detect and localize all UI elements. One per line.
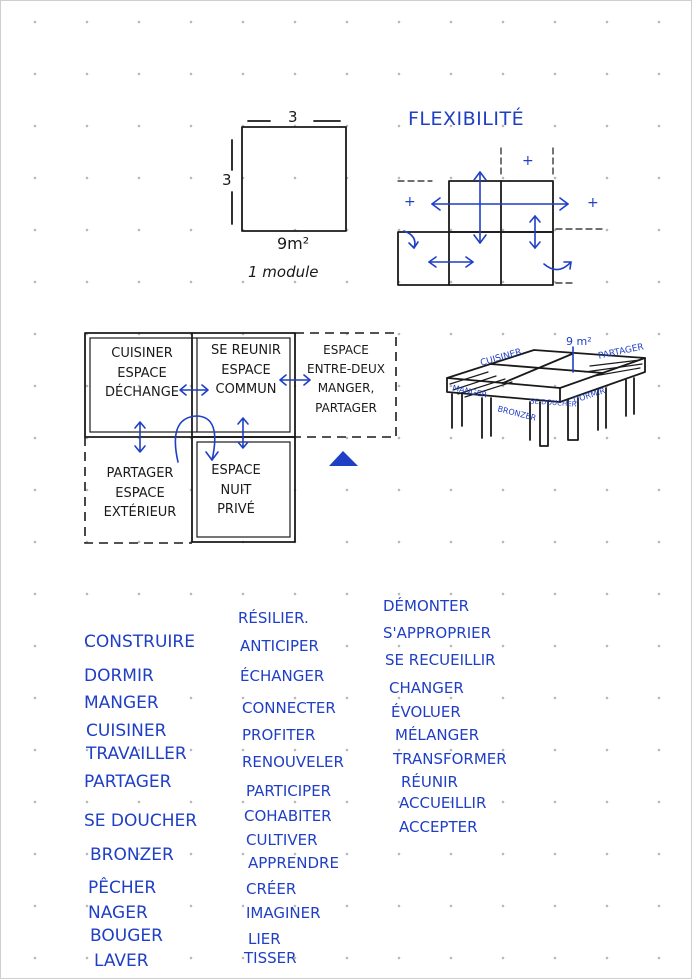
verb-item: DÉMONTER — [383, 597, 470, 615]
verb-item: CONSTRUIRE — [84, 632, 195, 652]
iso-area-label: 9 m² — [566, 335, 592, 348]
room-common-line: SE REUNIR — [211, 343, 281, 358]
verb-item: ANTICIPER — [240, 637, 319, 655]
room-outdoor-label — [86, 464, 194, 523]
room-kitchen-line: DÉCHANGE — [105, 385, 179, 400]
plus-sign-right: + — [587, 195, 599, 211]
verb-item: MANGER — [84, 693, 159, 713]
verb-item: TRANSFORMER — [393, 750, 507, 768]
room-night-label — [192, 461, 280, 520]
verb-item: ÉCHANGER — [240, 667, 325, 685]
flexibility-title: FLEXIBILITÉ — [408, 108, 525, 130]
room-between-label — [296, 341, 396, 418]
verb-item: DORMIR — [84, 666, 154, 686]
verb-item: PARTAGER — [84, 772, 172, 792]
verb-item: RENOUVELER — [242, 753, 344, 771]
verb-item: MÉLANGER — [395, 726, 480, 744]
verb-item: ACCUEILLIR — [399, 794, 487, 812]
room-common-label — [194, 341, 298, 400]
plus-sign-left: + — [404, 194, 416, 210]
room-outdoor-line: PARTAGER — [106, 466, 174, 481]
flexibility-arrows — [404, 172, 571, 270]
verb-item: CHANGER — [389, 679, 464, 697]
room-outdoor-line: EXTÉRIEUR — [103, 505, 177, 520]
room-between-line: MANGER, — [317, 381, 375, 396]
room-between-line: PARTAGER — [315, 400, 377, 415]
verb-item: RÉSILIER. — [238, 609, 309, 627]
module-side-top-label: 3 — [288, 108, 298, 126]
iso-label-cuisiner: CUISINER — [479, 347, 523, 369]
room-night-line: PRIVÉ — [217, 502, 255, 517]
verb-item: PÊCHER — [88, 878, 157, 898]
room-outdoor-line: ESPACE — [115, 485, 165, 501]
verb-item: CRÉER — [246, 880, 297, 898]
verb-item: SE DOUCHER — [84, 811, 198, 831]
verb-item: SE RECUEILLIR — [385, 651, 496, 669]
iso-label-partager: PARTAGER — [597, 342, 645, 362]
verb-item: APPRENDRE — [248, 854, 339, 872]
module-side-left-label: 3 — [222, 171, 232, 189]
room-kitchen-line: ESPACE — [117, 365, 167, 381]
verb-item: RÉUNIR — [401, 773, 458, 791]
iso-label-bronzer: BRONZER — [496, 404, 538, 423]
room-between-line: ENTRE-DEUX — [307, 362, 385, 377]
module-caption: 1 module — [248, 263, 319, 281]
verb-item: BRONZER — [90, 845, 174, 865]
verb-item: COHABITER — [244, 807, 332, 825]
room-night-line: NUIT — [220, 482, 252, 498]
verb-item: CONNECTER — [242, 699, 336, 717]
iso-label-doucher: SE DOUCHER — [529, 397, 577, 409]
room-kitchen-label — [90, 344, 194, 403]
iso-label-manger: MANGER — [451, 383, 488, 400]
verb-item: BOUGER — [90, 926, 163, 946]
verb-item: IMAGINER — [246, 904, 321, 922]
room-night-line: ESPACE — [211, 463, 261, 478]
verb-item: TISSER — [244, 949, 297, 967]
verb-item: PARTICIPER — [246, 782, 332, 800]
verb-item: CUISINER — [86, 721, 167, 741]
module-square — [232, 121, 346, 231]
verb-item: ÉVOLUER — [391, 703, 461, 721]
verb-item: CULTIVER — [246, 831, 318, 849]
verb-item: LIER — [248, 930, 281, 948]
verb-item: S'APPROPRIER — [383, 624, 492, 642]
verb-item: LAVER — [94, 951, 149, 971]
room-kitchen-line: CUISINER — [111, 346, 173, 361]
verb-item: PROFITER — [242, 726, 316, 744]
module-area-label: 9m² — [277, 234, 310, 253]
verb-item: ACCEPTER — [399, 818, 478, 836]
verb-item: NAGER — [88, 903, 148, 923]
iso-label-dormir: DORMIR — [572, 386, 607, 405]
plus-sign-top: + — [522, 153, 534, 169]
room-common-line: ESPACE — [221, 362, 271, 378]
verb-item: TRAVAILLER — [86, 744, 187, 764]
room-common-line: COMMUN — [215, 382, 277, 397]
triangle-marker — [329, 451, 358, 466]
room-between-line: ESPACE — [323, 343, 369, 357]
